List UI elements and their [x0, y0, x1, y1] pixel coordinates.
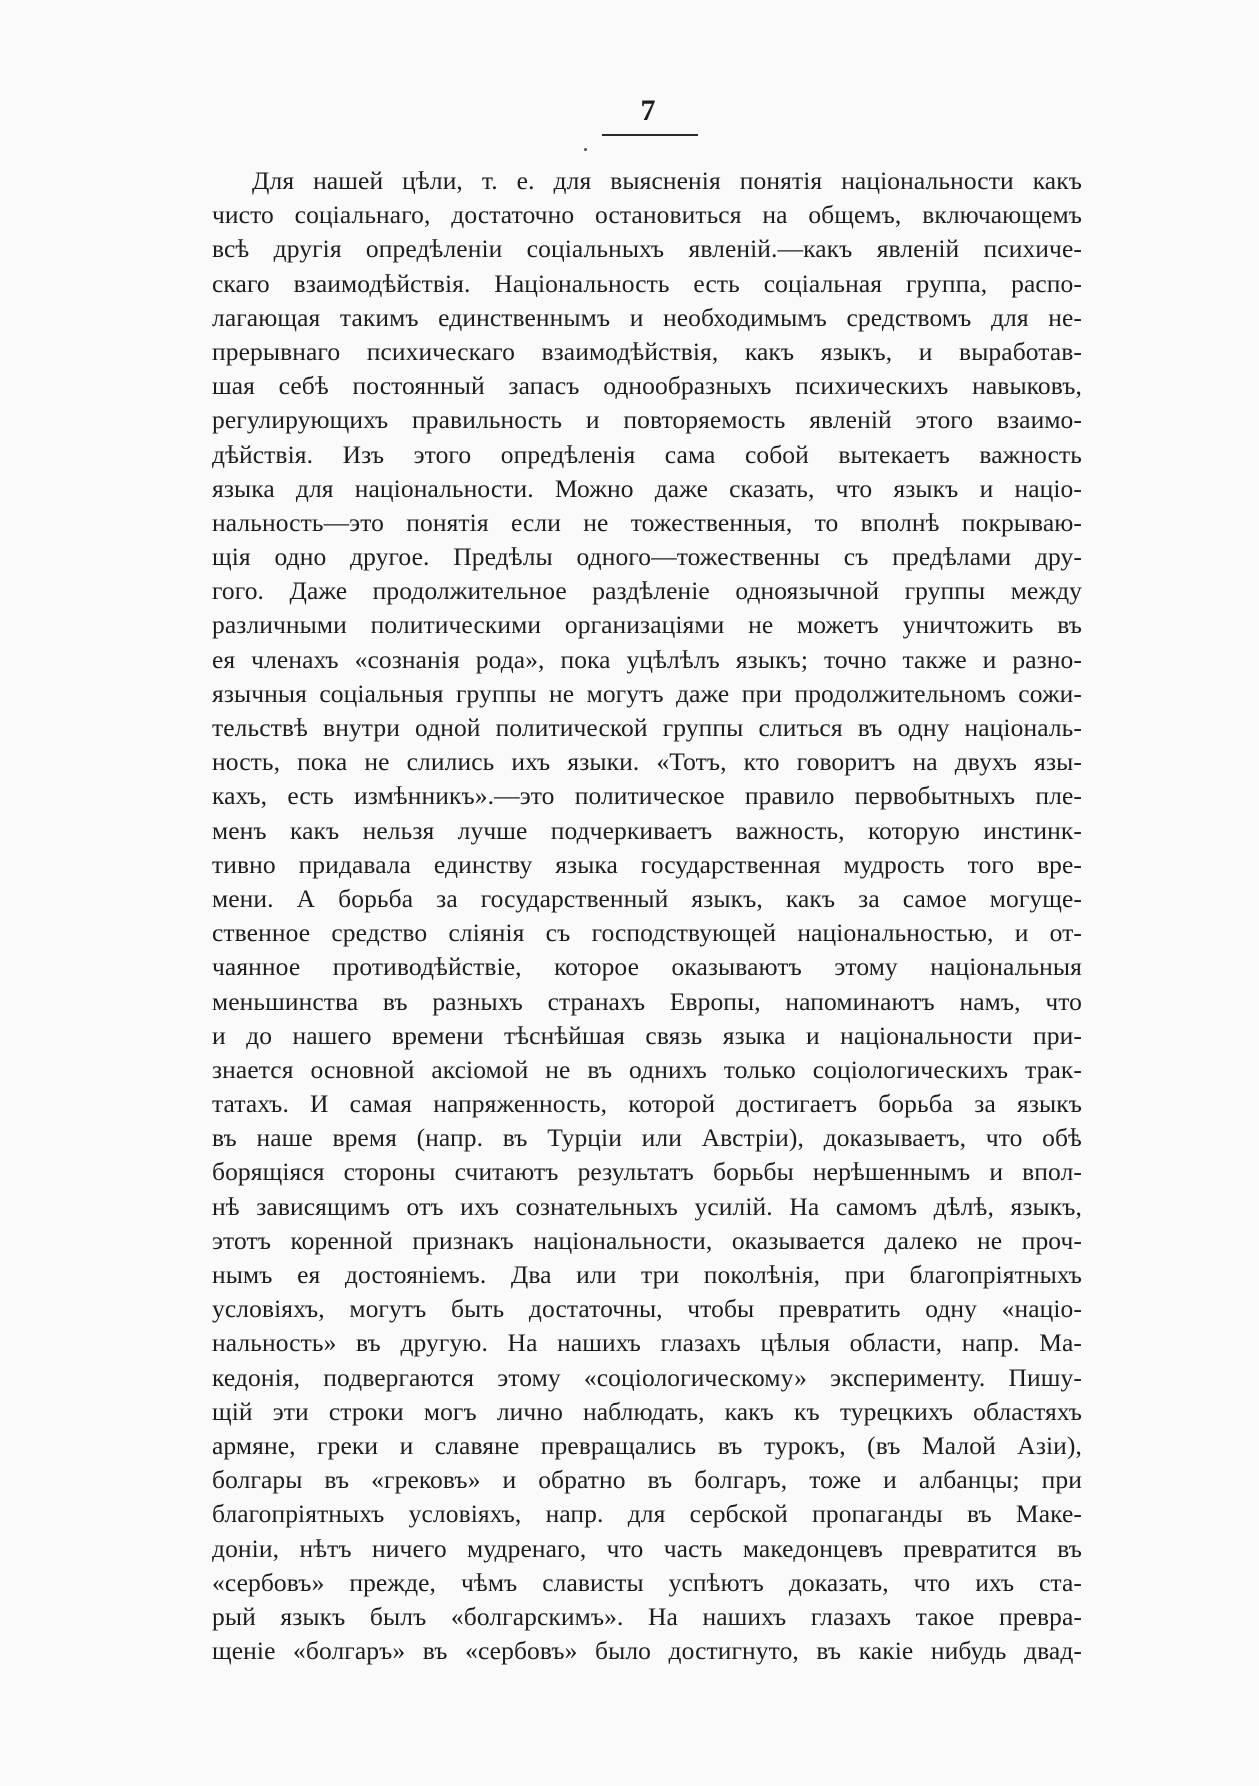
- text-line: гого. Даже продолжительное раздѣленіе одноязычной группы между: [212, 576, 1082, 606]
- text-line: чаянное противодѣйствіе, которое оказываютъ этому національныя: [212, 952, 1082, 982]
- text-line: нѣ зависящимъ отъ ихъ сознательныхъ усилій. На самомъ дѣлѣ, языкъ,: [212, 1191, 1082, 1221]
- text-line: ность, пока не слились ихъ языки. «Тотъ, кто говоритъ на двухъ язы-: [212, 747, 1082, 777]
- text-line: нымъ ея достояніемъ. Два или три поколѣнія, при благопріятныхъ: [212, 1260, 1082, 1289]
- text-line: чисто соціальнаго, достаточно остановиться на общемъ, включающемъ: [212, 200, 1082, 230]
- text-line: борящіяся стороны считаютъ результатъ борьбы нерѣшеннымъ и впол-: [212, 1157, 1082, 1187]
- text-line: благопріятныхъ условіяхъ, напр. для сербской пропаганды въ Маке-: [212, 1499, 1082, 1529]
- text-line: языка для національности. Можно даже сказать, что языкъ и націо-: [212, 473, 1082, 503]
- text-line: рый языкъ былъ «болгарскимъ». На нашихъ глазахъ такое превра-: [212, 1601, 1082, 1631]
- ink-speck: [584, 148, 587, 151]
- body-text: [212, 164, 1082, 1668]
- text-line: щія одно другое. Предѣлы одного—тожественны съ предѣлами дру-: [212, 542, 1082, 572]
- text-line: въ наше время (напр. въ Турціи или Австріи), доказываетъ, что обѣ: [212, 1123, 1082, 1153]
- text-line: и до нашего времени тѣснѣйшая связь языка и національности при-: [212, 1020, 1082, 1050]
- text-line: болгары въ «грековъ» и обратно въ болгаръ, тоже и албанцы; при: [212, 1465, 1082, 1495]
- text-line: «сербовъ» прежде, чѣмъ слависты успѣютъ доказать, что ихъ ста-: [212, 1567, 1082, 1597]
- text-line: этотъ коренной признакъ національности, оказывается далеко не проч-: [212, 1225, 1082, 1255]
- text-line: меньшинства въ разныхъ странахъ Европы, напоминаютъ намъ, что: [212, 986, 1082, 1016]
- text-line: язычныя соціальныя группы не могутъ даже при продолжительномъ сожи-: [212, 678, 1082, 708]
- text-line: щій эти строки могъ лично наблюдать, какъ къ турецкихъ областяхъ: [212, 1396, 1082, 1426]
- text-line: регулирующихъ правильность и повторяемость явленій этого взаимо-: [212, 405, 1082, 435]
- text-line: щеніе «болгаръ» въ «сербовъ» было достигнуто, въ какіе нибудь двад-: [212, 1636, 1082, 1666]
- text-line: тельствѣ внутри одной политической группы слиться въ одну національ-: [212, 713, 1082, 742]
- text-line: знается основной аксіомой не въ однихъ только соціологическихъ трак-: [212, 1054, 1082, 1084]
- page-number-rule: [602, 134, 698, 136]
- text-line: условіяхъ, могутъ быть достаточны, чтобы превратить одну «націо-: [212, 1294, 1082, 1324]
- text-line: лагающая такимъ единственнымъ и необходимымъ средствомъ для не-: [212, 302, 1082, 332]
- text-line: ственное средство сліянія съ господствующей національностью, и от-: [212, 918, 1082, 948]
- text-line: Для нашей цѣли, т. е. для выясненія понятія національности какъ: [252, 166, 1082, 195]
- text-line: нальность» въ другую. На нашихъ глазахъ цѣлыя области, напр. Ма-: [212, 1328, 1082, 1358]
- text-line: мени. А борьба за государственный языкъ, какъ за самое могуще-: [212, 883, 1082, 913]
- page-number: 7: [640, 94, 656, 127]
- text-line: дѣйствія. Изъ этого опредѣленія сама собой вытекаетъ важность: [212, 439, 1082, 469]
- text-line: менъ какъ нельзя лучше подчеркиваетъ важность, которую инстинк-: [212, 815, 1082, 845]
- text-line: скаго взаимодѣйствія. Національность есть соціальная группа, распо-: [212, 268, 1082, 298]
- text-line: прерывнаго психическаго взаимодѣйствія, какъ языкъ, и выработав-: [212, 336, 1082, 366]
- text-line: тивно придавала единству языка государственная мудрость того вре-: [212, 849, 1082, 879]
- text-line: всѣ другія опредѣленіи соціальныхъ явленій.—какъ явленій психиче-: [212, 234, 1082, 264]
- text-line: шая себѣ постоянный запасъ однообразныхъ психическихъ навыковъ,: [212, 371, 1082, 401]
- text-line: нальность—это понятія если не тожественныя, то вполнѣ покрываю-: [212, 507, 1082, 537]
- text-line: кедонія, подвергаются этому «соціологическому» эксперименту. Пишу-: [212, 1362, 1082, 1392]
- text-line: различными политическими организаціями не можетъ уничтожить въ: [212, 610, 1082, 640]
- text-line: доніи, нѣтъ ничего мудренаго, что часть македонцевъ превратится въ: [212, 1533, 1082, 1563]
- text-line: армяне, греки и славяне превращались въ турокъ, (въ Малой Азіи),: [212, 1430, 1082, 1460]
- text-line: татахъ. И самая напряженность, которой достигаетъ борьба за языкъ: [212, 1089, 1082, 1119]
- text-line: ея членахъ «сознанія рода», пока уцѣлѣлъ языкъ; точно также и разно-: [212, 644, 1082, 674]
- text-line: кахъ, есть измѣнникъ».—это политическое правило первобытныхъ пле-: [212, 781, 1082, 811]
